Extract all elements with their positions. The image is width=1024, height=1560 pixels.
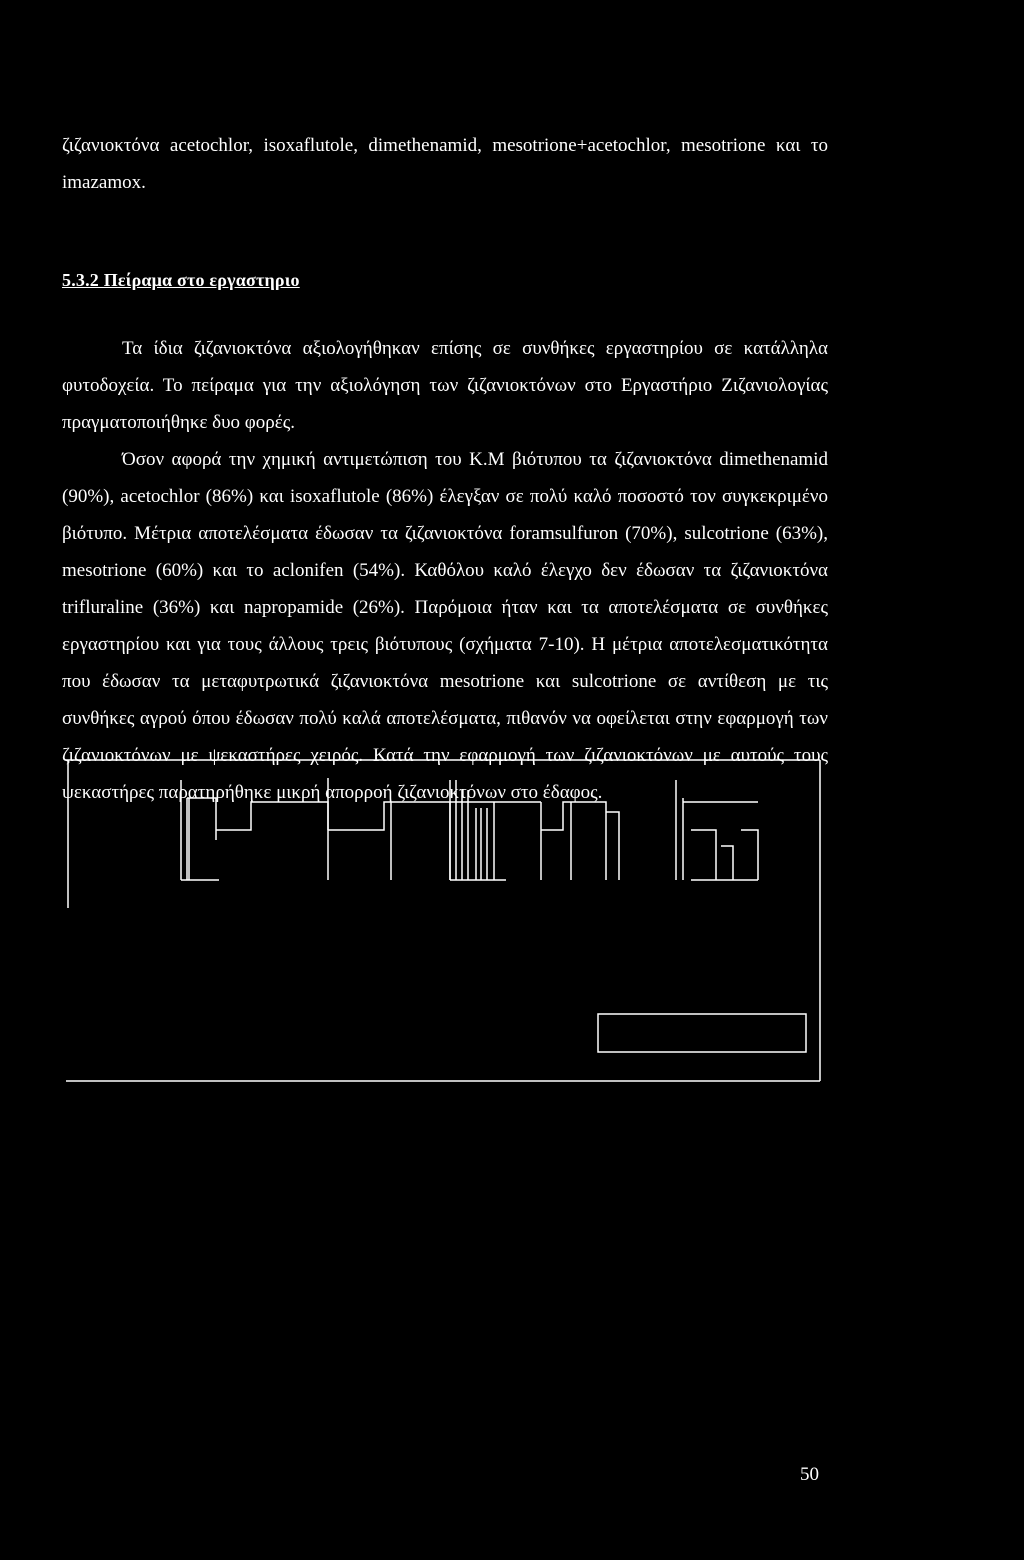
intro-paragraph: ζιζανιοκτόνα acetochlor, isoxaflutole, dimethenamid, mesotrione+acetochlor, mesotrione και το imazamox. <box>62 135 828 193</box>
section-heading: 5.3.2 Πείραμα στο εργαστηριο <box>62 270 300 290</box>
bar-outline <box>328 802 450 880</box>
bar-outline <box>541 802 606 880</box>
figure-fragment <box>66 758 826 1098</box>
paragraph-results: Όσον αφορά την χημική αντιμετώπιση του Κ.Μ βιότυπου τα ζιζανιοκτόνα dimethenamid (90%), acetochlor (86%) και isoxaflutole (86%) έλεγξαν σε πολύ καλό ποσοστό τον συγκεκριμένο βιότυπο. Μέτρια αποτελέσματα έδωσαν τα ζιζανιοκτόνα foramsulfuron (70%), sulcotrione (63%), mesotrione (60%) και το aclonifen (54%). Καθόλου καλό έλεγχο δεν έδωσαν τα ζιζανιοκτόνα trifluraline (36%) και napropamide (26%). Παρόμοια ήταν και τα αποτελέσματα σε συνθήκες εργαστηρίου και για τους άλλους τρεις βιότυπους (σχήματα 7-10). Η μέτρια αποτελεσματικότητα που έδωσαν τα μεταφυτρωτικά ζιζανιοκτόνα mesotrione και sulcotrione σε αντίθεση με τις συνθήκες αγρού όπου έδωσαν πολύ καλά αποτελέσματα, πιθανόν να οφείλεται στην εφαρμογή των ζιζανιοκτόνων με ψεκαστήρες χειρός. Κατά την εφαρμογή των ζιζανιοκτόνων με αυτούς τους ψεκαστήρες παρατηρήθηκε μικρή απορροή ζιζανιοκτόνων στο έδαφος. <box>62 449 828 803</box>
legend-box <box>598 1014 806 1052</box>
main-text <box>62 330 828 811</box>
bar-outline <box>606 812 619 880</box>
figure-frame <box>66 760 820 1081</box>
bar-outlines <box>181 778 758 880</box>
bar-outline <box>691 830 716 880</box>
paragraph-lab-experiment: Τα ίδια ζιζανιοκτόνα αξιολογήθηκαν επίσης σε συνθήκες εργαστηρίου σε κατάλληλα φυτοδοχεία. Το πείραμα για την αξιολόγηση των ζιζανιοκτόνων στο Εργαστήριο Ζιζανιολογίας πραγματοποιήθηκε δυο φορές. <box>62 338 828 433</box>
bar-outline <box>216 802 328 830</box>
bar-outline <box>721 846 733 880</box>
legend-rectangle <box>598 1014 806 1052</box>
page-number: 50 <box>800 1464 819 1485</box>
bar-outline <box>187 798 216 840</box>
bar-outline <box>741 830 758 880</box>
